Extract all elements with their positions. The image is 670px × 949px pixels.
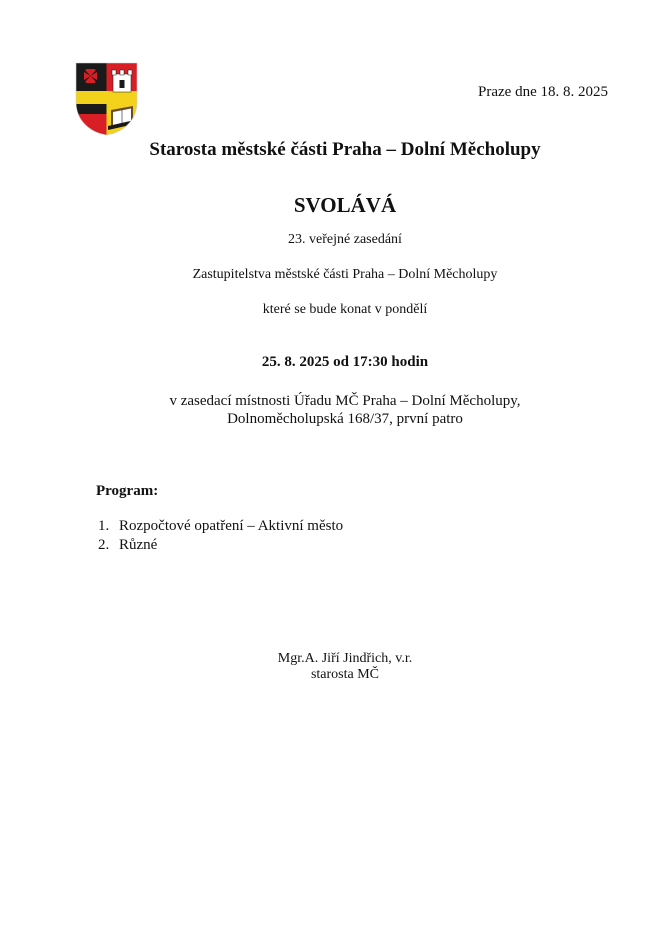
council-name: Zastupitelstva městské části Praha – Dolní Měcholupy <box>192 267 498 282</box>
signature-block <box>10 651 670 683</box>
signatory-role: starosta MČ <box>310 667 380 682</box>
list-item <box>98 536 343 555</box>
list-item <box>98 517 343 536</box>
meeting-venue <box>10 392 670 428</box>
issuing-authority: Starosta městské části Praha – Dolní Měcholupy <box>149 139 541 160</box>
coat-of-arms-icon <box>75 62 138 136</box>
meeting-day-intro: které se bude konat v pondělí <box>262 302 428 317</box>
item-text: Rozpočtové opatření – Aktivní město <box>119 518 344 534</box>
program-list <box>98 517 343 555</box>
venue-line: v zasedací místnosti Úřadu MČ Praha – Dolní Měcholupy, <box>169 393 521 409</box>
item-number: 2. <box>98 537 110 553</box>
announcement-title: SVOLÁVÁ <box>293 193 397 217</box>
document-date: Praze dne 18. 8. 2025 <box>478 84 608 100</box>
item-number: 1. <box>98 518 110 534</box>
item-text: Různé <box>119 537 158 553</box>
session-number: 23. veřejné zasedání <box>288 232 402 247</box>
meeting-datetime: 25. 8. 2025 od 17:30 hodin <box>261 354 429 370</box>
program-heading: Program: <box>96 483 159 499</box>
signatory-name: Mgr.A. Jiří Jindřich, v.r. <box>277 651 413 666</box>
venue-line: Dolnoměcholupská 168/37, první patro <box>227 411 463 427</box>
